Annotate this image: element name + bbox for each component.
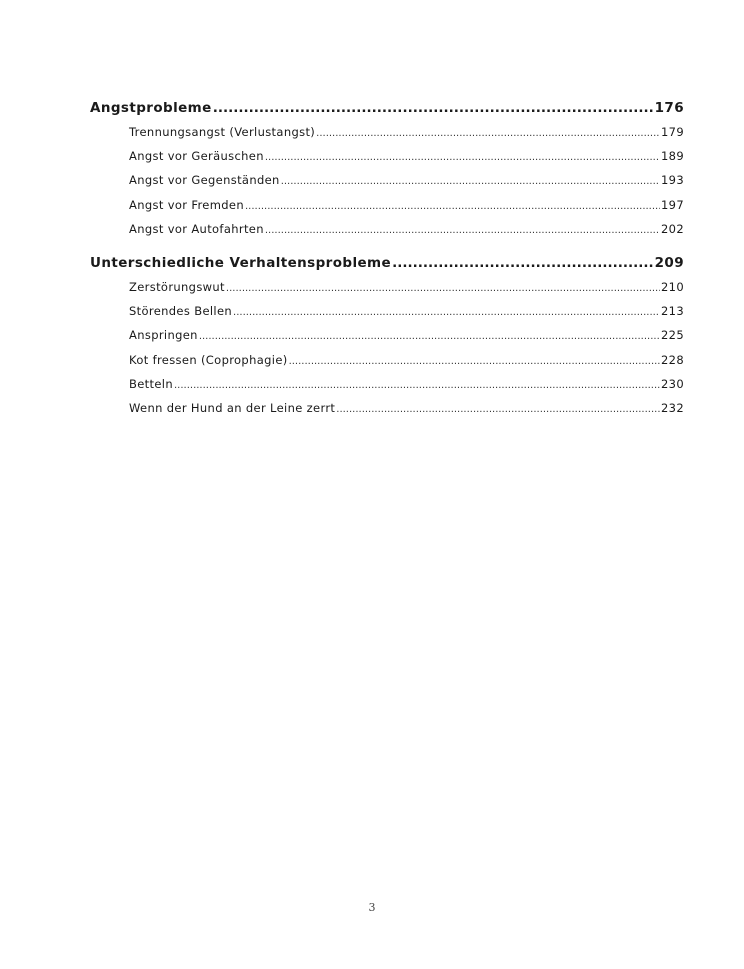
entry-label: Zerstörungswut xyxy=(129,279,225,294)
dot-leader xyxy=(265,219,660,243)
entry-page-number: 225 xyxy=(661,328,684,343)
entry-label: Störendes Bellen xyxy=(129,304,233,319)
entry-label: Kot fressen (Coprophagie) xyxy=(129,352,288,367)
dot-leader xyxy=(213,96,654,120)
entry-page-number: 193 xyxy=(661,173,684,188)
toc-entry[interactable] xyxy=(90,396,684,420)
entry-page-number: 210 xyxy=(661,279,684,294)
dot-leader xyxy=(281,170,660,194)
section-title: Angstprobleme xyxy=(90,100,212,116)
dot-leader xyxy=(174,374,660,398)
toc-entry[interactable] xyxy=(90,275,684,299)
toc-entry[interactable] xyxy=(90,193,684,217)
dot-leader xyxy=(392,251,654,275)
entry-label: Angst vor Gegenständen xyxy=(129,173,280,188)
toc-entry[interactable] xyxy=(90,372,684,396)
toc-section-angstprobleme xyxy=(90,96,684,241)
entry-page-number: 179 xyxy=(661,125,684,139)
table-of-contents xyxy=(90,96,684,420)
toc-entry[interactable] xyxy=(90,144,684,168)
entry-page-number: 232 xyxy=(661,400,684,415)
toc-entry[interactable] xyxy=(90,168,684,192)
toc-section-heading[interactable] xyxy=(90,251,684,275)
page-number: 3 xyxy=(368,901,376,914)
entry-page-number: 189 xyxy=(661,149,684,164)
entry-label: Trennungsangst (Verlustangst) xyxy=(129,125,316,139)
toc-entry[interactable] xyxy=(90,323,684,347)
toc-section-heading[interactable] xyxy=(90,96,684,120)
toc-entry[interactable] xyxy=(90,299,684,323)
section-page-number: 209 xyxy=(654,254,684,271)
entry-page-number: 213 xyxy=(661,304,684,319)
entry-label: Wenn der Hund an der Leine zerrt xyxy=(129,400,336,415)
dot-leader xyxy=(316,122,660,146)
entry-label: Angst vor Geräuschen xyxy=(129,149,264,164)
entry-page-number: 228 xyxy=(661,352,684,367)
entry-page-number: 197 xyxy=(661,197,684,212)
section-page-number: 176 xyxy=(654,100,684,116)
dot-leader xyxy=(265,146,660,170)
dot-leader xyxy=(289,350,660,374)
entry-page-number: 230 xyxy=(661,376,684,391)
dot-leader xyxy=(226,277,660,301)
entry-label: Angst vor Autofahrten xyxy=(129,221,264,236)
entry-label: Anspringen xyxy=(129,328,198,343)
dot-leader xyxy=(336,398,660,422)
toc-section-verhaltensprobleme xyxy=(90,251,684,420)
dot-leader xyxy=(233,301,660,325)
dot-leader xyxy=(245,195,660,219)
toc-entry[interactable] xyxy=(90,348,684,372)
toc-entry[interactable] xyxy=(90,217,684,241)
entry-label: Angst vor Fremden xyxy=(129,197,244,212)
entry-page-number: 202 xyxy=(661,221,684,236)
toc-entry[interactable] xyxy=(90,120,684,144)
section-title: Unterschiedliche Verhaltensprobleme xyxy=(90,254,392,271)
entry-label: Betteln xyxy=(129,376,173,391)
dot-leader xyxy=(199,325,660,349)
